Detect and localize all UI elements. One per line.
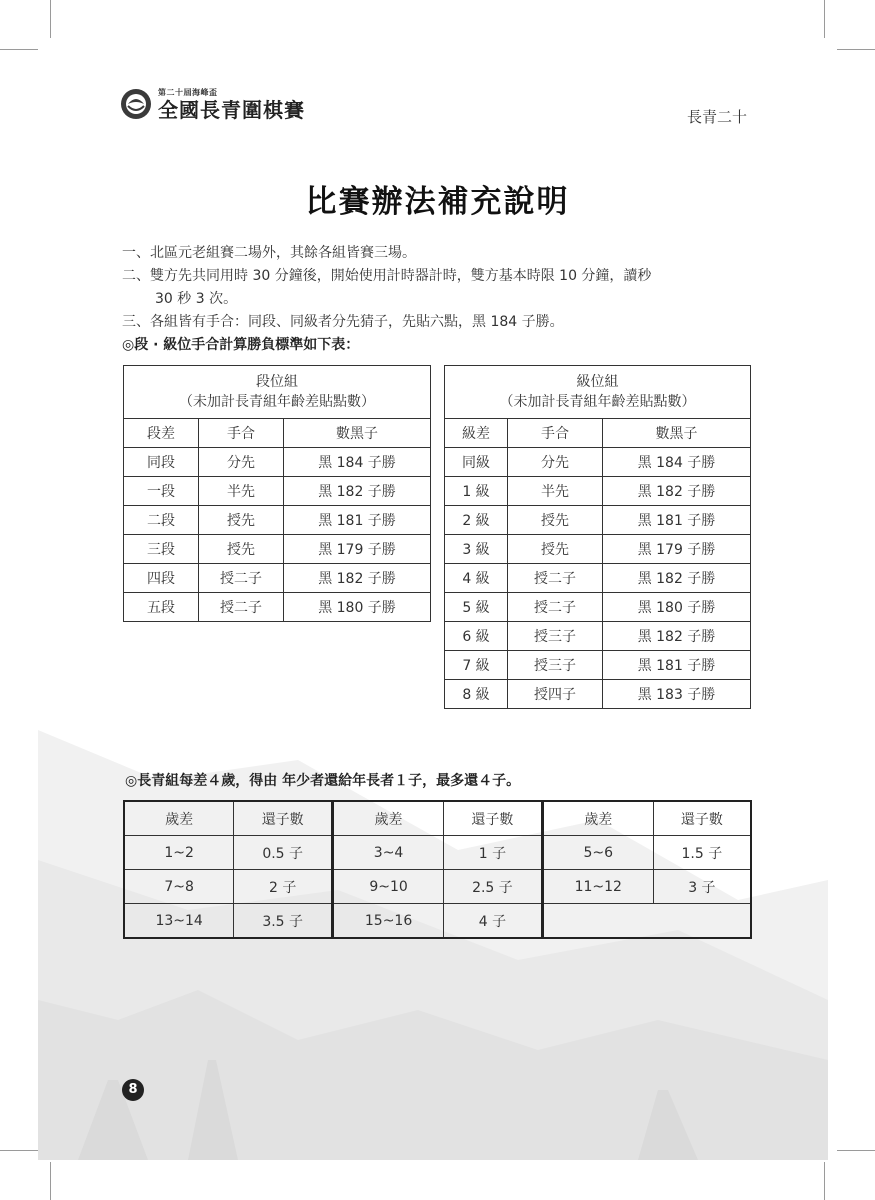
table-cell: 5 級 <box>445 593 508 622</box>
crop-mark <box>837 49 875 50</box>
table-cell: 黑 182 子勝 <box>603 564 751 593</box>
table-cell: 授先 <box>199 535 284 564</box>
table-cell: 黑 181 子勝 <box>603 506 751 535</box>
column-header: 還子數 <box>234 801 333 836</box>
table-cell: 四段 <box>124 564 199 593</box>
column-header: 手合 <box>199 419 284 448</box>
table-cell: 黑 181 子勝 <box>284 506 431 535</box>
column-header: 歲差 <box>542 801 653 836</box>
table-cell: 一段 <box>124 477 199 506</box>
table-row <box>445 622 751 651</box>
table-cell: 授二子 <box>508 564 603 593</box>
column-header: 數黑子 <box>284 419 431 448</box>
table-row <box>124 870 751 904</box>
table-cell: 4 級 <box>445 564 508 593</box>
table-cell: 黑 179 子勝 <box>603 535 751 564</box>
rule-line: 30 秒 3 次。 <box>155 291 238 307</box>
table-cell: 授二子 <box>199 564 284 593</box>
table-header-row <box>124 419 431 448</box>
column-header: 還子數 <box>444 801 543 836</box>
table-cell: 1 級 <box>445 477 508 506</box>
table-cell: 7 級 <box>445 651 508 680</box>
table-header-row <box>124 801 751 836</box>
table-row <box>445 506 751 535</box>
go-stone-logo-icon <box>120 88 152 120</box>
table-cell: 黑 183 子勝 <box>603 680 751 709</box>
table-cell: 半先 <box>508 477 603 506</box>
table-cell: 同段 <box>124 448 199 477</box>
table-cell: 授先 <box>508 535 603 564</box>
table-row <box>445 448 751 477</box>
logo-title: 全國長青圍棋賽 <box>158 97 305 122</box>
table-row <box>445 593 751 622</box>
kyu-table <box>444 365 751 709</box>
table-cell: 3~4 <box>333 836 444 870</box>
column-header: 還子數 <box>653 801 751 836</box>
crop-mark <box>50 1162 51 1200</box>
table-cell: 授二子 <box>199 593 284 622</box>
table-cell: 0.5 子 <box>234 836 333 870</box>
crop-mark <box>837 1150 875 1151</box>
caption-line: （未加計長青組年齡差貼點數） <box>499 394 696 410</box>
table-row <box>445 564 751 593</box>
rule-line: 三、各組皆有手合：同段、同級者分先猜子，先貼六點，黑 184 子勝。 <box>122 314 564 330</box>
column-header: 段差 <box>124 419 199 448</box>
caption-line: 段位組 <box>256 374 298 390</box>
table-row <box>445 477 751 506</box>
table-cell: 分先 <box>508 448 603 477</box>
table-row <box>124 564 431 593</box>
table-cell: 9~10 <box>333 870 444 904</box>
rule-line: 二、雙方先共同用時 30 分鐘後，開始使用計時器計時，雙方基本時限 10 分鐘，讀秒 <box>122 268 652 284</box>
table-caption <box>124 366 431 419</box>
table-cell: 五段 <box>124 593 199 622</box>
table-cell: 黑 182 子勝 <box>603 477 751 506</box>
page-title: 比賽辦法補充說明 <box>305 184 570 220</box>
rule-line: 一、北區元老組賽二場外，其餘各組皆賽三場。 <box>122 245 416 261</box>
table-cell: 黑 180 子勝 <box>284 593 431 622</box>
column-header: 手合 <box>508 419 603 448</box>
table-cell: 2 級 <box>445 506 508 535</box>
table-cell: 二段 <box>124 506 199 535</box>
table-cell: 3 子 <box>653 870 751 904</box>
table-cell: 2.5 子 <box>444 870 543 904</box>
table-row <box>445 651 751 680</box>
table-row <box>124 506 431 535</box>
table-cell: 15~16 <box>333 904 444 939</box>
table-cell: 同級 <box>445 448 508 477</box>
table-cell: 授先 <box>508 506 603 535</box>
table-header-row <box>445 419 751 448</box>
table-cell: 8 級 <box>445 680 508 709</box>
crop-mark <box>50 0 51 38</box>
column-header: 數黑子 <box>603 419 751 448</box>
table-cell: 授二子 <box>508 593 603 622</box>
table-cell: 授先 <box>199 506 284 535</box>
table-cell: 授四子 <box>508 680 603 709</box>
table-cell: 黑 184 子勝 <box>603 448 751 477</box>
table-row <box>124 836 751 870</box>
table-cell: 半先 <box>199 477 284 506</box>
table-cell: 3.5 子 <box>234 904 333 939</box>
table-cell: 7~8 <box>124 870 234 904</box>
rules-section <box>122 242 651 357</box>
table-cell: 2 子 <box>234 870 333 904</box>
column-header: 歲差 <box>333 801 444 836</box>
table-caption <box>445 366 751 419</box>
crop-mark <box>0 1150 38 1151</box>
table-cell: 黑 179 子勝 <box>284 535 431 564</box>
table-cell: 6 級 <box>445 622 508 651</box>
dan-table <box>123 365 431 622</box>
table-cell: 黑 181 子勝 <box>603 651 751 680</box>
table-cell: 1.5 子 <box>653 836 751 870</box>
table-row <box>124 904 751 939</box>
table-cell: 黑 184 子勝 <box>284 448 431 477</box>
age-note: ◎長青組每差４歲，得由 年少者還給年長者１子，最多還４子。 <box>125 773 521 789</box>
crop-mark <box>824 0 825 38</box>
table-cell: 1~2 <box>124 836 234 870</box>
table-cell: 13~14 <box>124 904 234 939</box>
caption-line: 級位組 <box>576 374 619 390</box>
caption-line: （未加計長青組年齡差貼點數） <box>179 394 375 410</box>
table-row <box>124 535 431 564</box>
table-cell: 黑 182 子勝 <box>284 564 431 593</box>
logo-subtitle: 第二十屆海峰盃 <box>158 87 218 97</box>
page-number: 8 <box>122 1079 144 1101</box>
crop-mark <box>0 49 38 50</box>
table-cell: 授三子 <box>508 651 603 680</box>
table-cell: 3 級 <box>445 535 508 564</box>
header-right-label: 長青二十 <box>686 108 747 126</box>
table-cell: 黑 182 子勝 <box>603 622 751 651</box>
table-row <box>124 448 431 477</box>
table-cell: 黑 182 子勝 <box>284 477 431 506</box>
header-logo <box>120 88 305 120</box>
table-cell: 4 子 <box>444 904 543 939</box>
rule-note: ◎段 · 級位手合計算勝負標準如下表： <box>122 337 360 353</box>
age-table <box>123 800 752 939</box>
table-row <box>445 680 751 709</box>
column-header: 歲差 <box>124 801 234 836</box>
table-cell: 1 子 <box>444 836 543 870</box>
table-cell: 三段 <box>124 535 199 564</box>
table-row <box>124 477 431 506</box>
table-cell: 授三子 <box>508 622 603 651</box>
empty-cell <box>542 904 751 939</box>
table-cell: 黑 180 子勝 <box>603 593 751 622</box>
table-row <box>445 535 751 564</box>
column-header: 級差 <box>445 419 508 448</box>
table-row <box>124 593 431 622</box>
table-cell: 11~12 <box>542 870 653 904</box>
table-cell: 分先 <box>199 448 284 477</box>
table-cell: 5~6 <box>542 836 653 870</box>
crop-mark <box>824 1162 825 1200</box>
